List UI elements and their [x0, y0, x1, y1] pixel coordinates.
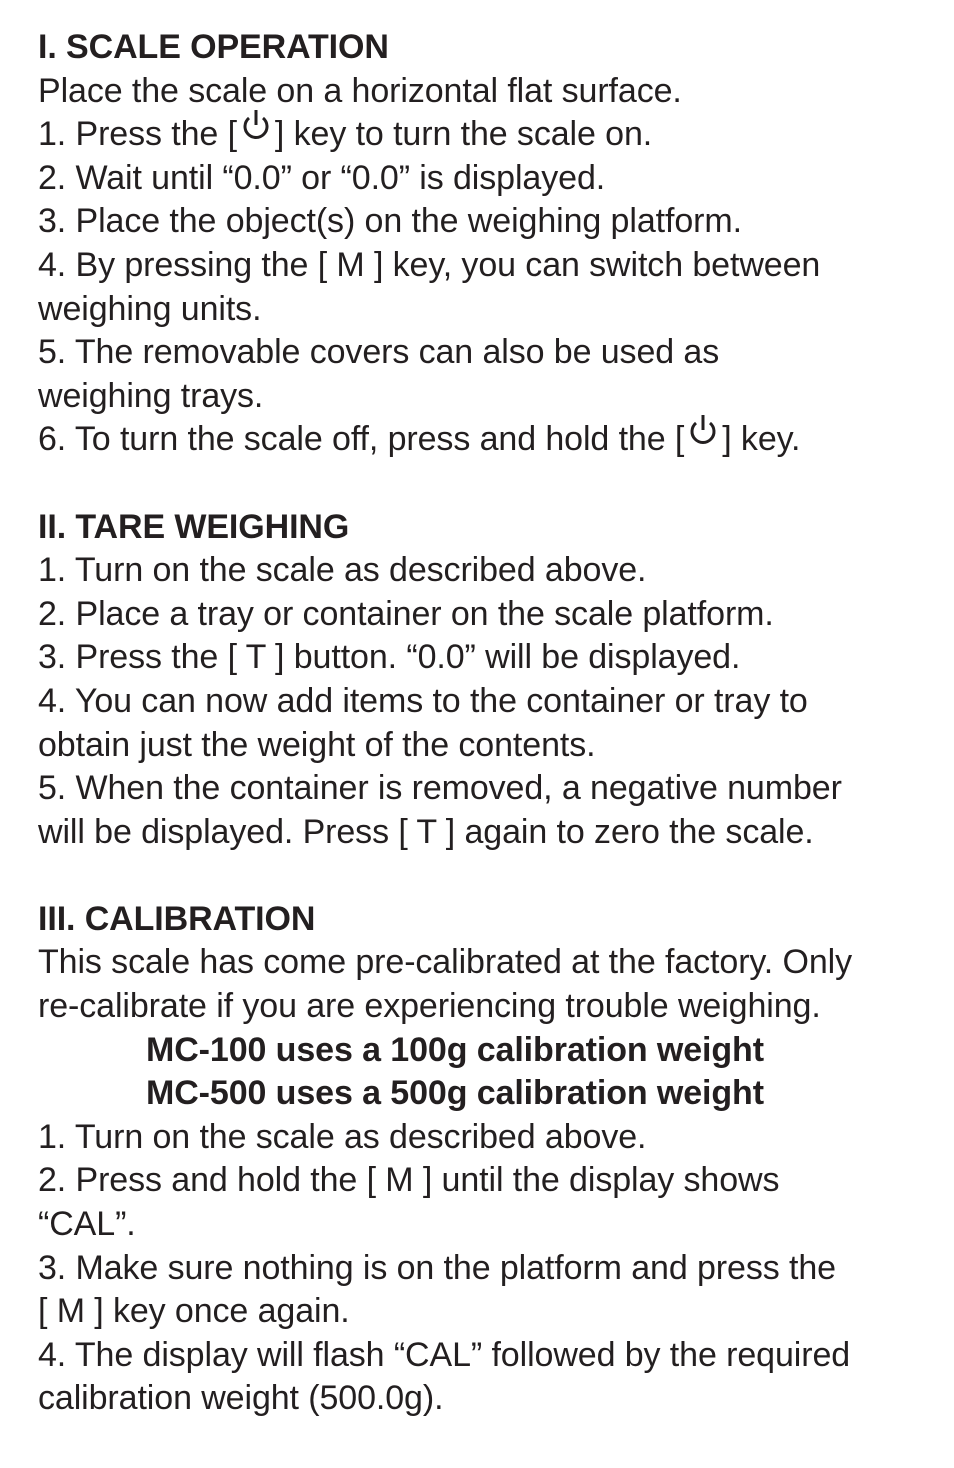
calibration-step-3: 3. Make sure nothing is on the platform and press the — [38, 1248, 836, 1287]
manual-page — [38, 26, 928, 1421]
scale-operation-step-5: 5. The removable covers can also be used as — [38, 333, 720, 372]
step-text: 1. Press the [ — [38, 115, 237, 154]
section-heading-scale-operation: I. SCALE OPERATION — [38, 28, 389, 66]
calibration-intro: This scale has come pre-calibrated at the factory. Only — [38, 943, 853, 982]
scale-operation-step-5-cont: weighing trays. — [38, 376, 264, 415]
section-spacer — [38, 462, 928, 506]
tare-step-5-cont: will be displayed. Press [ T ] again to zero the scale. — [38, 812, 814, 851]
calibration-step-4: 4. The display will flash “CAL” followed by the required — [38, 1335, 851, 1374]
section-heading-tare-weighing: II. TARE WEIGHING — [38, 507, 350, 546]
calibration-model-mc500: MC-500 uses a 500g calibration weight — [146, 1074, 764, 1113]
tare-step-1: 1. Turn on the scale as described above. — [38, 551, 647, 590]
calibration-model-mc100: MC-100 uses a 100g calibration weight — [146, 1030, 764, 1069]
tare-step-4: 4. You can now add items to the container or tray to — [38, 681, 808, 720]
tare-step-4-cont: obtain just the weight of the contents. — [38, 725, 596, 764]
power-icon — [239, 114, 273, 148]
calibration-step-2-cont: “CAL”. — [38, 1205, 136, 1244]
step-text: ] key to turn the scale on. — [274, 115, 653, 154]
scale-operation-step-3: 3. Place the object(s) on the weighing platform. — [38, 202, 742, 241]
tare-step-5: 5. When the container is removed, a negative number — [38, 769, 842, 808]
calibration-step-2: 2. Press and hold the [ M ] until the display shows — [38, 1161, 780, 1200]
scale-operation-step-2: 2. Wait until “0.0” or “0.0” is displayed. — [38, 158, 606, 197]
scale-operation-step-4: 4. By pressing the [ M ] key, you can switch between — [38, 245, 821, 284]
calibration-step-1: 1. Turn on the scale as described above. — [38, 1117, 647, 1156]
power-icon — [686, 419, 720, 453]
scale-operation-step-4-cont: weighing units. — [38, 289, 262, 328]
tare-step-3: 3. Press the [ T ] button. “0.0” will be displayed. — [38, 638, 741, 677]
calibration-step-3-cont: [ M ] key once again. — [38, 1292, 350, 1331]
section-heading-calibration: III. CALIBRATION — [38, 899, 316, 938]
scale-operation-intro: Place the scale on a horizontal flat surface. — [38, 71, 682, 110]
section-spacer — [38, 854, 928, 898]
scale-operation-step-1 — [38, 113, 928, 157]
step-text: ] key. — [722, 420, 801, 459]
scale-operation-step-6 — [38, 418, 928, 462]
calibration-intro-cont: re-calibrate if you are experiencing trouble weighing. — [38, 987, 821, 1026]
tare-step-2: 2. Place a tray or container on the scale platform. — [38, 594, 774, 633]
calibration-step-4-cont: calibration weight (500.0g). — [38, 1379, 444, 1418]
step-text: 6. To turn the scale off, press and hold the [ — [38, 420, 685, 459]
